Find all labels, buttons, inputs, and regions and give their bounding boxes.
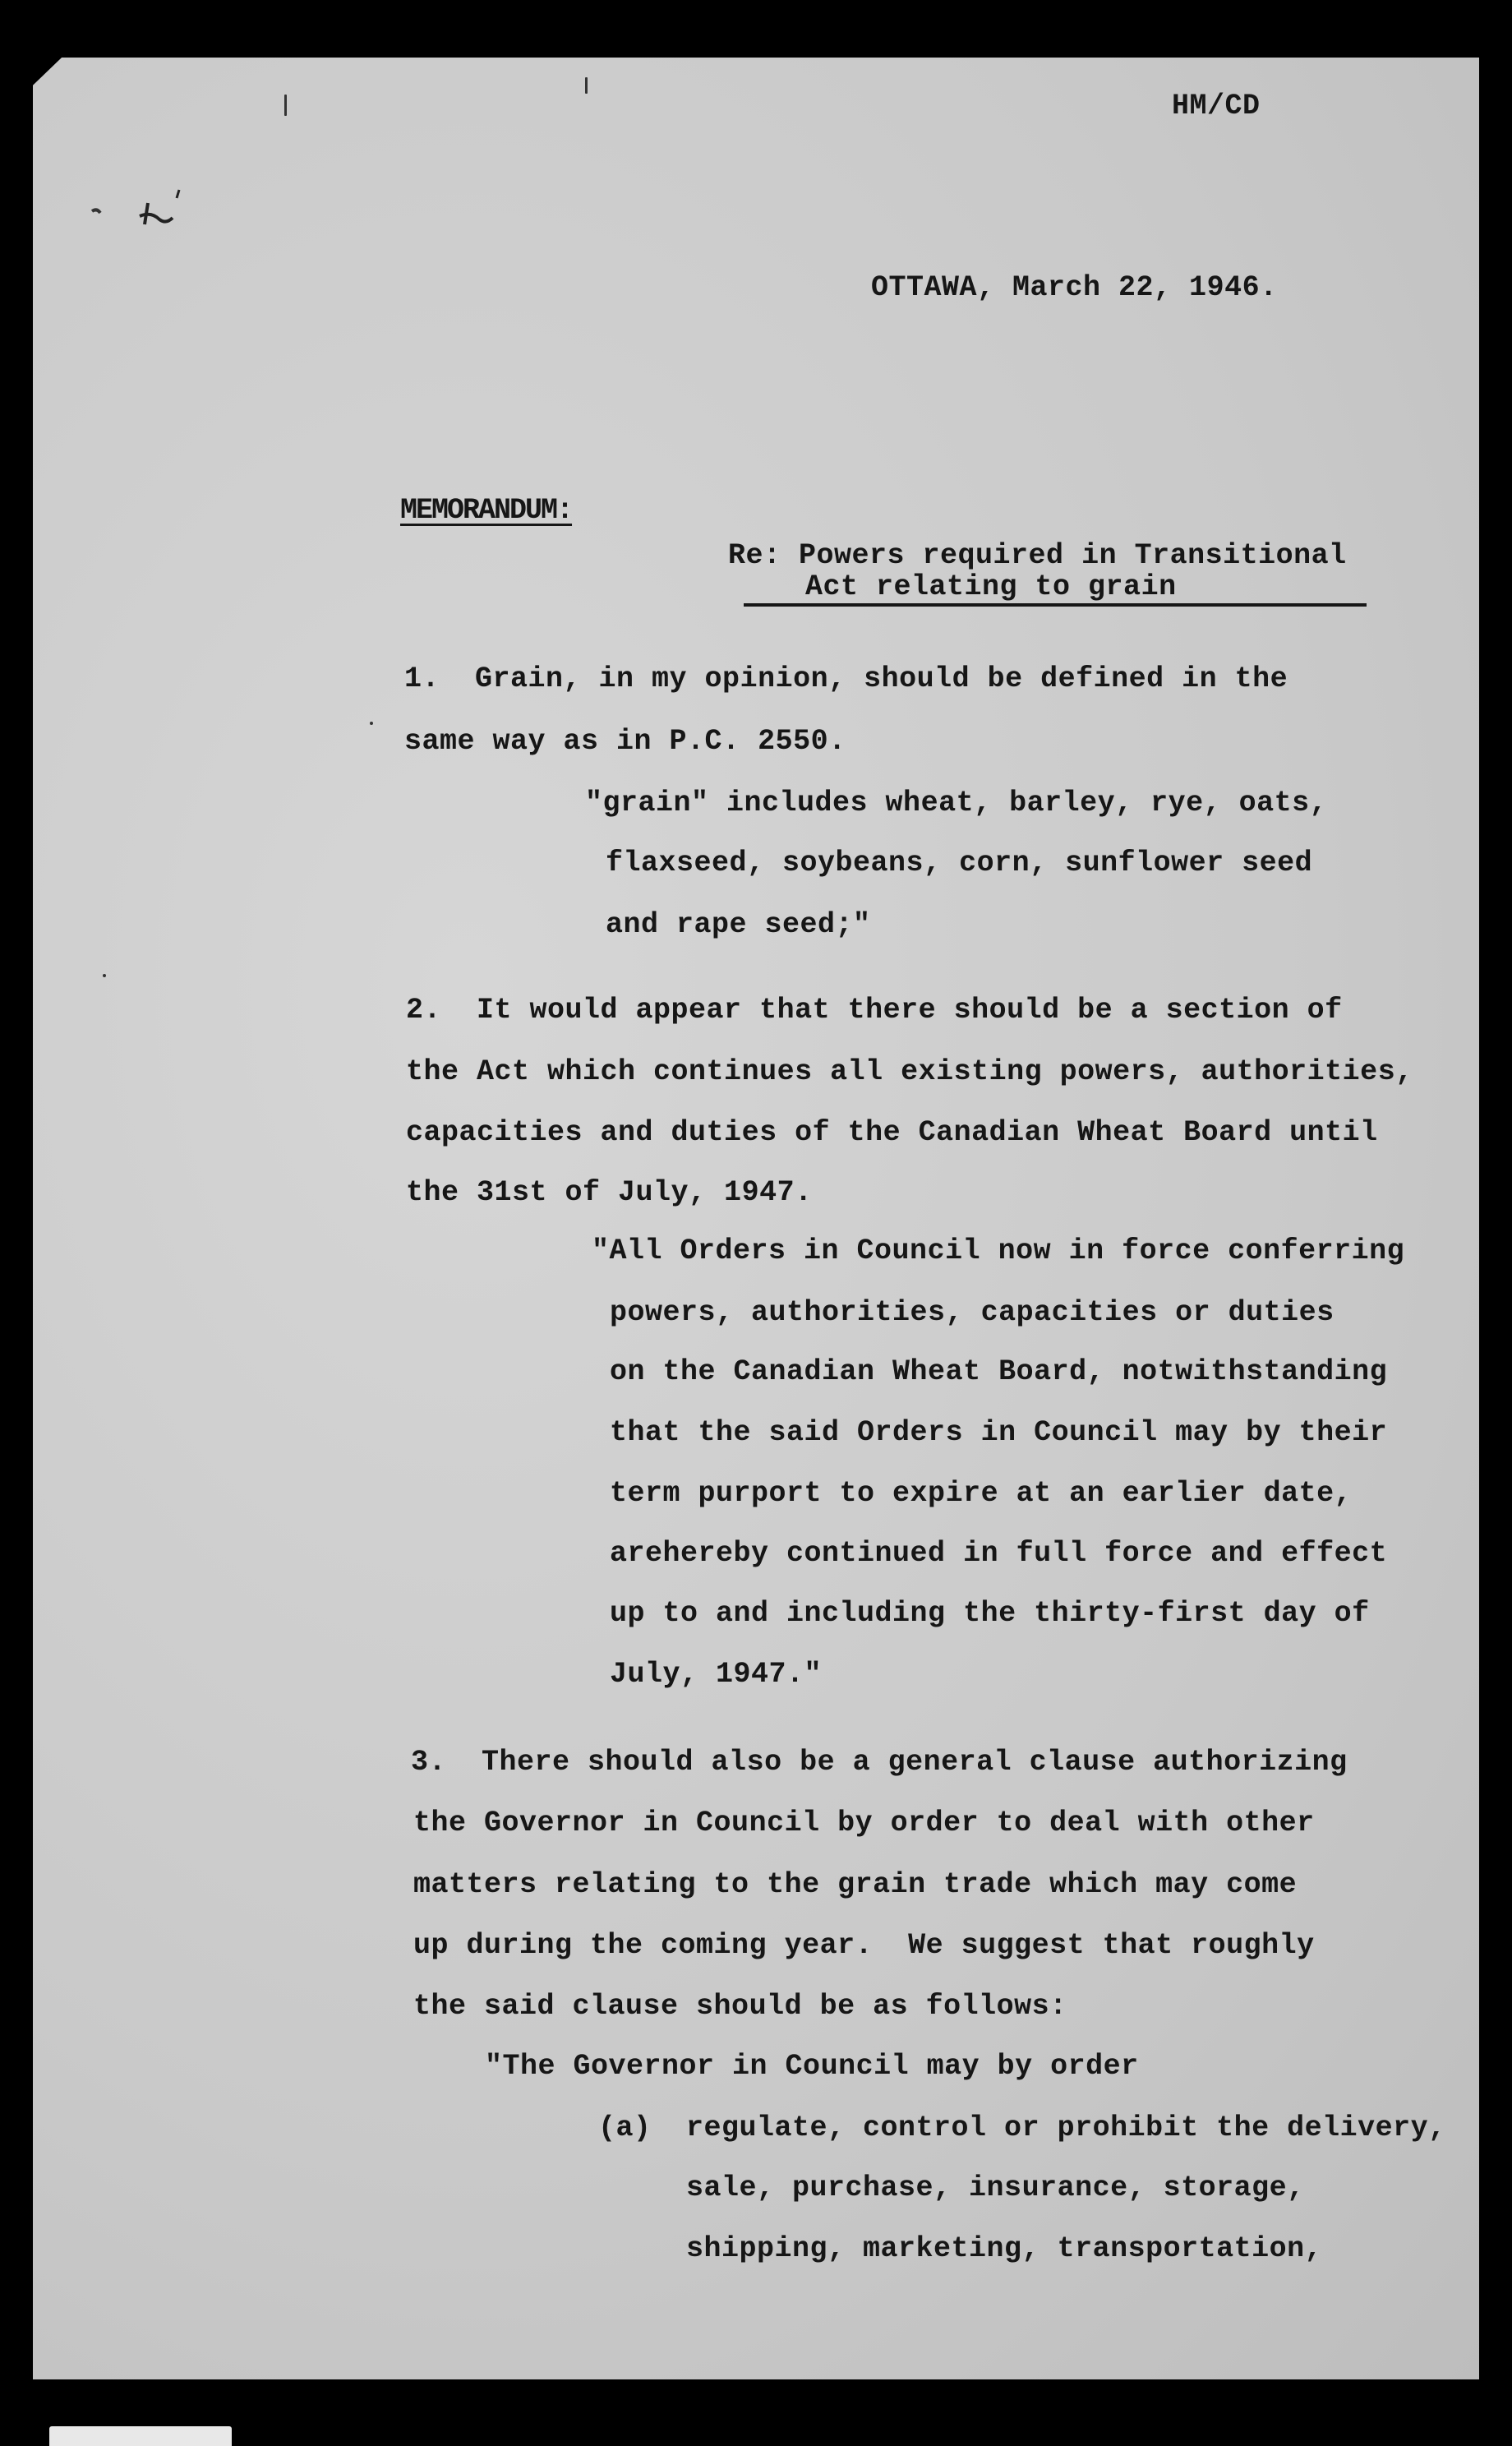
subject-underline xyxy=(744,603,1367,607)
clause-item-label: (a) xyxy=(598,2111,652,2144)
scan-speck xyxy=(284,95,287,116)
clause-item-line: regulate, control or prohibit the delivery, xyxy=(686,2111,1446,2144)
paragraph-2-line: capacities and duties of the Canadian Wheat Board until xyxy=(406,1116,1378,1149)
paragraph-1-line: same way as in P.C. 2550. xyxy=(404,725,846,758)
scan-edge-tab xyxy=(49,2426,232,2446)
clause-item-line: shipping, marketing, transportation, xyxy=(686,2232,1323,2265)
orders-quote-line: term purport to expire at an earlier date, xyxy=(610,1477,1353,1510)
paragraph-3-line: matters relating to the grain trade which may come xyxy=(413,1868,1298,1901)
clause-intro: "The Governor in Council may by order xyxy=(485,2050,1139,2083)
orders-quote-line: arehereby continued in full force and effect xyxy=(610,1537,1388,1570)
clause-item-line: sale, purchase, insurance, storage, xyxy=(686,2171,1305,2204)
definition-quote-line: flaxseed, soybeans, corn, sunflower seed xyxy=(606,847,1313,879)
scan-speck xyxy=(585,77,588,94)
paragraph-3-line: the Governor in Council by order to deal with other xyxy=(413,1807,1315,1839)
definition-quote-line: "grain" includes wheat, barley, rye, oats, xyxy=(585,787,1328,819)
subject-line-1: Re: Powers required in Transitional xyxy=(728,539,1347,572)
orders-quote-line: on the Canadian Wheat Board, notwithstanding xyxy=(610,1355,1388,1388)
dateline: OTTAWA, March 22, 1946. xyxy=(871,271,1278,304)
definition-quote-line: and rape seed;" xyxy=(606,908,871,941)
paragraph-3-line: 3. There should also be a general clause authorizing xyxy=(411,1746,1348,1779)
paragraph-2-line: the 31st of July, 1947. xyxy=(406,1176,813,1209)
scan-speck xyxy=(370,722,373,725)
paragraph-3-line: up during the coming year. We suggest that roughly xyxy=(413,1929,1315,1962)
reference-code: HM/CD xyxy=(1172,90,1261,122)
paragraph-3-line: the said clause should be as follows: xyxy=(413,1990,1067,2023)
subject-line-2: Act relating to grain xyxy=(805,570,1177,603)
orders-quote-line: that the said Orders in Council may by their xyxy=(610,1416,1388,1449)
orders-quote-line: powers, authorities, capacities or duties xyxy=(610,1296,1335,1329)
memo-page xyxy=(33,58,1479,2379)
paragraph-2-line: the Act which continues all existing powers, authorities, xyxy=(406,1055,1413,1088)
orders-quote-line: up to and including the thirty-first day of xyxy=(610,1597,1370,1630)
handwritten-mark xyxy=(90,185,222,234)
paragraph-1-line: 1. Grain, in my opinion, should be defined in the xyxy=(404,662,1288,695)
orders-quote-line: "All Orders in Council now in force conferring xyxy=(592,1235,1405,1267)
paragraph-2-line: 2. It would appear that there should be a section of xyxy=(406,994,1343,1027)
scan-speck xyxy=(103,974,106,977)
orders-quote-line: July, 1947." xyxy=(610,1658,823,1691)
memo-heading: MEMORANDUM: xyxy=(400,494,573,527)
